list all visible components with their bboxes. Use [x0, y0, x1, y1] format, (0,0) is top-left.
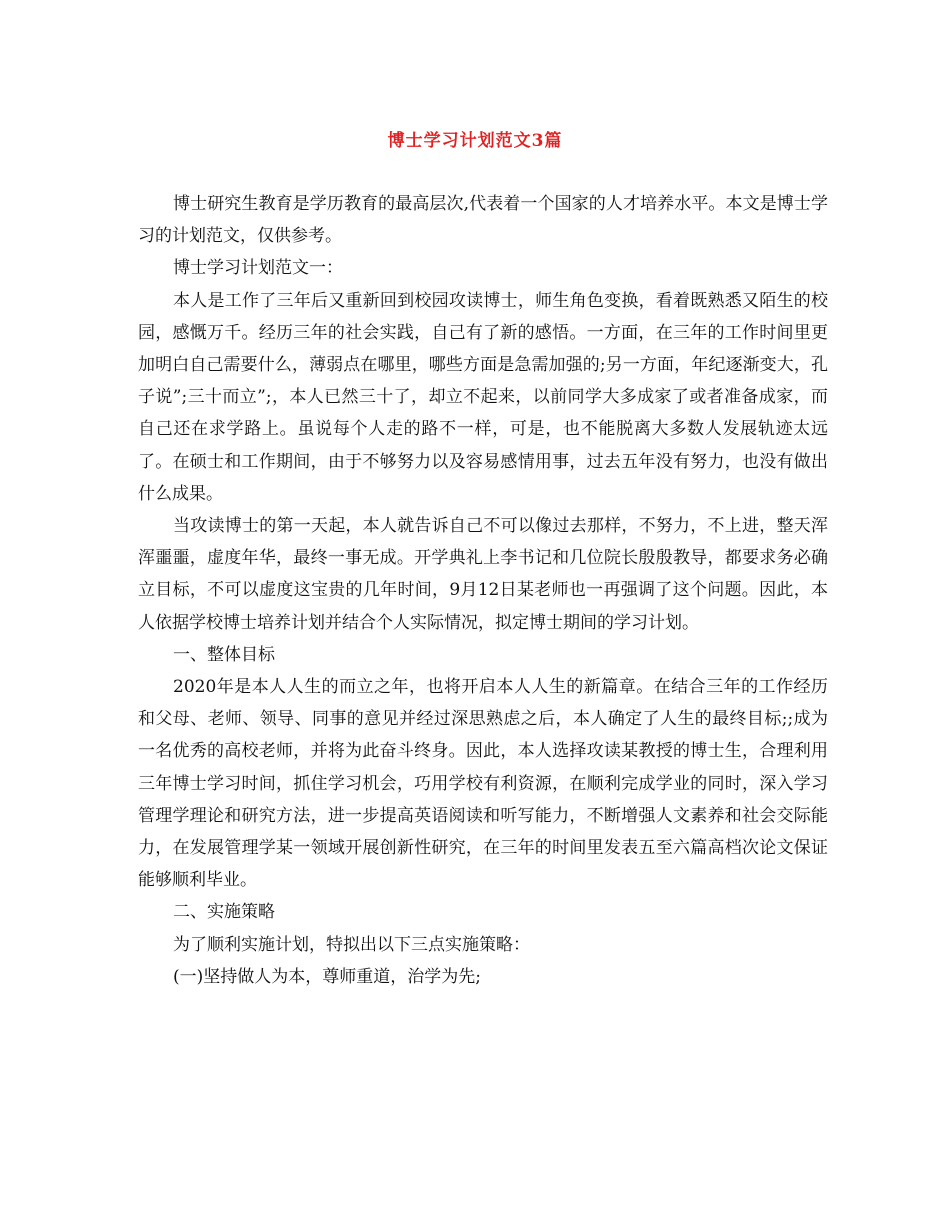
section-heading-strategy: 二、实施策略 — [173, 902, 275, 923]
paragraph-background: 本人是工作了三年后又重新回到校园攻读博士，师生角色变换，看着既熟悉又陌生的校园，感慨万千。经历三年的社会实践，自己有了新的感悟。一方面，在三年的工作时间里更加明白自己需要什么，薄弱点在哪里，哪些方面是急需加强的;另一方面，年纪逐渐变大，孔子说”;三十而立”;，本人已然三十了，却立不起来，以前同学大多成家了或者准备成家，而自己还在求学路上。虽说每个人走的路不一样，可是，也不能脱离大多数人发展轨迹太远了。在硕士和工作期间，由于不够努力以及容易感情用事，过去五年没有努力，也没有做出什么成果。 — [138, 290, 828, 504]
paragraph-intro: 博士研究生教育是学历教育的最高层次,代表着一个国家的人才培养水平。本文是博士学习的计划范文，仅供参考。 — [138, 194, 828, 247]
paragraph-overall-goal: 2020年是本人人生的而立之年，也将开启本人人生的新篇章。在结合三年的工作经历和父母、老师、领导、同事的意见并经过深思熟虑之后，本人确定了人生的最终目标;;成为一名优秀的高校老师，并将为此奋斗终身。因此，本人选择攻读某教授的博士生，合理利用三年博士学习时间，抓住学习机会，巧用学校有利资源，在顺利完成学业的同时，深入学习管理学理论和研究方法，进一步提高英语阅读和听写能力，不断增强人文素养和社会交际能力，在发展管理学某一领域开展创新性研究，在三年的时间里发表五至六篇高档次论文保证能够顺利毕业。 — [138, 677, 828, 891]
document-title: 博士学习计划范文3篇 — [387, 131, 563, 151]
paragraph-strategy-one: (一)坚持做人为本，尊师重道，治学为先; — [173, 966, 481, 987]
paragraph-first-day: 当攻读博士的第一天起，本人就告诉自己不可以像过去那样，不努力，不上进，整天浑浑噩噩，虚度年华，最终一事无成。开学典礼上李书记和几位院长殷殷教导，都要求务必确立目标，不可以虚度这宝贵的几年时间，9月12日某老师也一再强调了这个问题。因此，本人依据学校博士培养计划并结合个人实际情况，拟定博士期间的学习计划。 — [138, 516, 828, 633]
paragraph-strategy-intro: 为了顺利实施计划，特拟出以下三点实施策略： — [173, 934, 530, 955]
section-heading-overall-goal: 一、整体目标 — [173, 644, 275, 665]
paragraph-sample-heading: 博士学习计划范文一： — [173, 258, 343, 279]
document-body — [138, 188, 828, 993]
